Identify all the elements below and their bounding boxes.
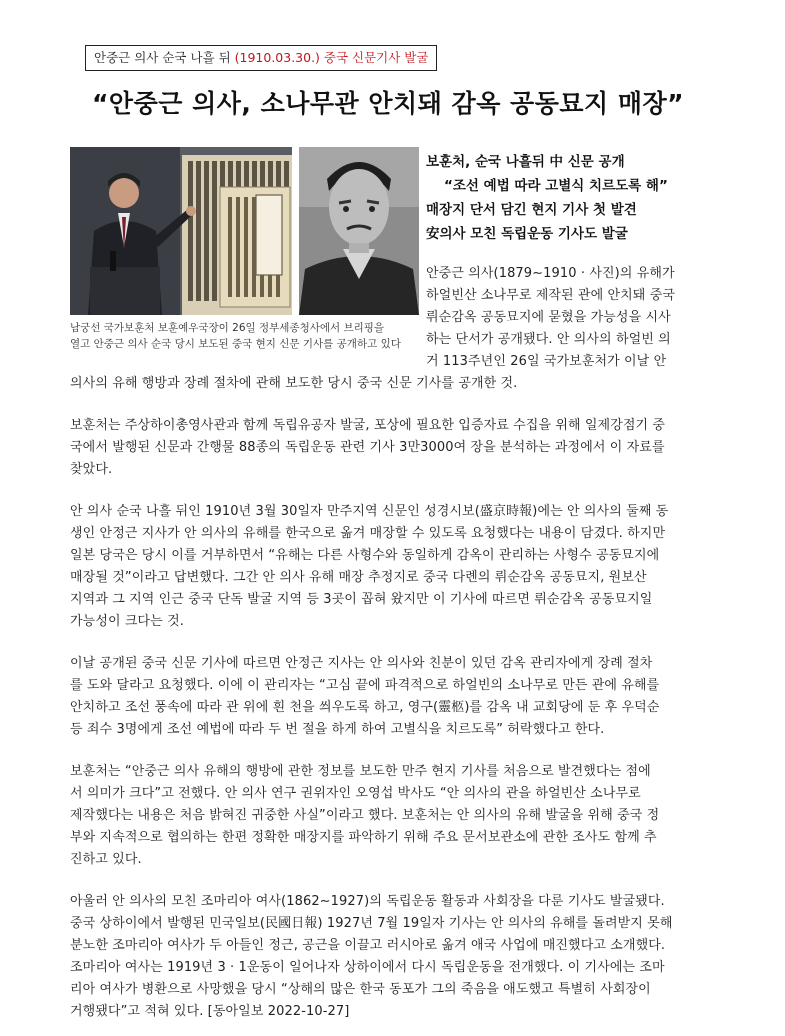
body-line: 보훈처는 주상하이총영사관과 함께 독립유공자 발굴, 포상에 필요한 입증자료 수집을 위해 일제강점기 중 xyxy=(70,418,666,433)
kicker-text: 안중근 의사 순국 나흘 뒤 xyxy=(94,50,231,65)
body-line: 서 의미가 크다”고 전했다. 안 의사 연구 권위자인 오영섭 박사도 “안 의사의 관을 하얼빈산 소나무로 xyxy=(70,786,641,801)
body-line: 안 의사 순국 나흘 뒤인 1910년 3월 30일자 만주지역 신문인 성경시보(盛京時報)에는 안 의사의 둘째 동 xyxy=(70,504,669,519)
press-briefing-photo xyxy=(70,147,292,315)
body-line: 생인 안정근 지사가 안 의사의 유해를 한국으로 옮겨 매장할 수 있도록 요청했다는 내용이 담겼다. 하지만 xyxy=(70,526,666,541)
body-line: 일본 당국은 당시 이를 거부하면서 “유해는 다른 사형수와 동일하게 감옥이 관리하는 사형수 공동묘지에 xyxy=(70,548,660,563)
body-line: 안중근 의사(1879∼1910 · 사진)의 유해가 xyxy=(426,266,675,281)
body-line: 안치하고 조선 풍속에 따라 관 위에 흰 천을 씌우도록 하고, 영구(靈柩)를 감옥 내 교회당에 둔 후 우덕순 xyxy=(70,700,660,715)
photo-caption-line-1: 남궁선 국가보훈처 보훈예우국장이 26일 정부세종청사에서 브리핑을 xyxy=(70,322,385,334)
body-line: 거 113주년인 26일 국가보훈처가 이날 안 xyxy=(426,354,667,369)
body-line: 분노한 조마리아 여사가 두 아들인 정근, 공근을 이끌고 러시아로 옮겨 애국 사업에 매진했다고 소개했다. xyxy=(70,938,666,953)
body-line: 제작했다는 내용은 처음 밝혀진 귀중한 사실”이라고 했다. 보훈처는 안 의사의 유해 발굴을 위해 중국 정 xyxy=(70,808,660,823)
body-line: 국에서 발행된 신문과 간행물 88종의 독립운동 관련 기사 3만3000여 장을 분석하는 과정에서 이 자료를 xyxy=(70,440,665,455)
kicker-box xyxy=(85,45,437,71)
body-line: 를 도와 달라고 요청했다. 이에 이 관리자는 “고심 끝에 파격적으로 하얼빈의 소나무로 만든 관에 유해를 xyxy=(70,678,660,693)
body-line: 리아 여사가 병환으로 사망했을 당시 “상해의 많은 한국 동포가 그의 죽음을 애도했고 특별히 사회장이 xyxy=(70,982,651,997)
body-line: 아울러 안 의사의 모친 조마리아 여사(1862∼1927)의 독립운동 활동과 사회장을 다룬 기사도 발굴됐다. xyxy=(70,894,665,909)
body-line: 등 죄수 3명에게 조선 예법에 따라 두 번 절을 하게 하여 고별식을 치르도록” 허락했다고 한다. xyxy=(70,722,605,737)
body-line: 이날 공개된 중국 신문 기사에 따르면 안정근 지사는 안 의사와 친분이 있던 감옥 관리자에게 장례 절차 xyxy=(70,656,653,671)
body-line: 찾았다. xyxy=(70,462,113,477)
portrait-photo xyxy=(299,147,419,315)
body-line: 보훈처는 “안중근 의사 유해의 행방에 관한 정보를 보도한 만주 현지 기사를 처음으로 발견했다는 점에 xyxy=(70,764,651,779)
subheading-2: “조선 예법 따라 고별식 치르도록 해” xyxy=(444,178,668,194)
body-line: 거행됐다”고 적혀 있다. [동아일보 2022-10-27] xyxy=(70,1004,350,1019)
subheading-3: 매장지 단서 담긴 현지 기사 첫 발견 xyxy=(426,202,637,218)
portrait-graphic xyxy=(299,147,419,315)
body-line: 중국 상하이에서 발행된 민국일보(民國日報) 1927년 7월 19일자 기사는 안 의사의 유해를 돌려받지 못해 xyxy=(70,916,673,931)
subheadings xyxy=(426,150,726,246)
body-line: 지역과 그 지역 인근 중국 단독 발굴 지역 등 3곳이 꼽혀 왔지만 이 기사에 따르면 뤼순감옥 공동묘지일 xyxy=(70,592,653,607)
body-line: 하는 단서가 공개됐다. 안 의사의 하얼빈 의 xyxy=(426,332,671,347)
body-line: 의사의 유해 행방과 장례 절차에 관해 보도한 당시 중국 신문 기사를 공개한 것. xyxy=(70,376,518,391)
subheading-1: 보훈처, 순국 나흘뒤 中 신문 공개 xyxy=(426,154,625,170)
body-line: 가능성이 크다는 것. xyxy=(70,614,184,629)
body-line: 부와 지속적으로 협의하는 한편 정확한 매장지를 파악하기 위해 주요 문서보관소에 관한 조사도 함께 추 xyxy=(70,830,657,845)
kicker-highlight: (1910.03.30.) 중국 신문기사 발굴 xyxy=(234,50,429,65)
body-line: 뤼순감옥 공동묘지에 묻혔을 가능성을 시사 xyxy=(426,310,671,325)
body-line: 매장될 것”이라고 답변했다. 그간 안 의사 유해 매장 추정지로 중국 다롄의 뤼순감옥 공동묘지, 원보산 xyxy=(70,570,647,585)
photo-caption-line-2: 열고 안중근 의사 순국 당시 보도된 중국 현지 신문 기사를 공개하고 있다 xyxy=(70,338,401,350)
subheading-4: 安의사 모친 독립운동 기사도 발굴 xyxy=(426,226,628,242)
briefing-photo-graphic xyxy=(70,147,292,315)
body-line: 조마리아 여사는 1919년 3 · 1운동이 일어나자 상하이에서 다시 독립운동을 전개했다. 이 기사에는 조마 xyxy=(70,960,665,975)
headline: “안중근 의사, 소나무관 안치돼 감옥 공동묘지 매장” xyxy=(92,89,685,118)
body-line: 진하고 있다. xyxy=(70,852,142,867)
body-line: 하얼빈산 소나무로 제작된 관에 안치돼 중국 xyxy=(426,288,676,303)
